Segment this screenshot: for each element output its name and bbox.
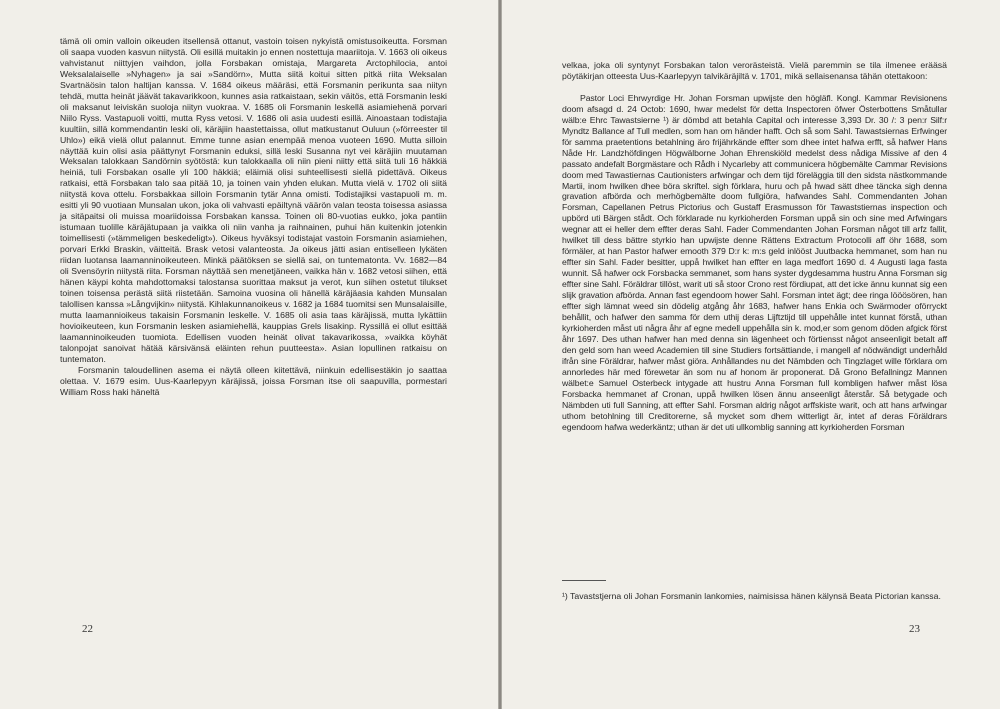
- right-page-text: [562, 60, 947, 432]
- right-page-number: 23: [909, 623, 920, 635]
- right-page: [502, 0, 1000, 709]
- footnote: ¹) Tavaststjerna oli Johan Forsmanin lankomies, naimisissa hänen kälynsä Beata Pictorian kanssa.: [562, 591, 941, 601]
- footnote-divider: [562, 580, 606, 581]
- left-page-text: [60, 36, 447, 397]
- right-intro-paragraph: velkaa, joka oli syntynyt Forsbakan talon verorästeistä. Vielä paremmin se tila ilmenee erääsä pöytäkirjan otteesta Uus-Kaarlepyyn talvikäräjiltä v. 1701, mikä sellaisenansa tähän otettakoon:: [562, 60, 947, 81]
- left-paragraph-2: Forsmanin taloudellinen asema ei näytä olleen kiitettävä, niinkuin edellisestäkin jo saattaa olettaa. V. 1679 esim. Uus-Kaarlepyyn käräjissä, joissa Forsman itse oli saapuvilla, pormestari William Ross haki häneltä: [60, 364, 447, 397]
- court-record-quote: Pastor Loci Ehrwyrdige Hr. Johan Forsman upwijste den högläfl. Kongl. Kammar Revisionens doom afsagd d. 24 Octob: 1690, hwar medelst för detta Inspectoren öfwer Österbottens Småtullar wälb:e Ehrc Tawastsierne ¹) är dömbd att betahla Capital och interesse 3,393 Dr. 30 /: 3 pen:r Silf:r Myndtz Ballance af Tull medlen, som han om händer hafft. Och så som Sahl. Tawastsiernas Erfwinger för samma praetentions betahlning äro frijährkände effter som dhee intet hafwa erfft, så hafwer Hans Nåde Hr. Landzhöfdingen Högwälborne Johan Ehrenskiöld medelst dess nådiga Missive af den 4 passato andefalt Borgmästare och Rådh i Nycarleby att communicera högbemälte Cammar Revisions doom med Tawastiernas Cautionisters arfwingar och dem tijd föreläggia till den sidsta nästkommande Martii, inom hwilken dhee böra skriftel. sigh förklara, huru och på hwad sätt dhee täncka sigh denna gravation afbörda och merhögbemälte doom fullgiöra, hafwandes Sahl. Commendanten Johan Forsman, Capellanen Petrus Pictorius och Gustaff Erasmusson för Tawaststiernas inspection och upbörd uti Bärgen stådt. Och förklarade nu kyrkioherden Forsman uppå sin och sine med Arfwingars wegnar att ei heller dem effter deras Sahl. Fader Commendanten Johan Forsman något till arfz fallit, hwilket till dess bättre styrkio han upwijste denne Rättens Extractum Protocolli aff öhr 1688, som förmäler, at han Pastor hafwer emooth 379 D:r k: m:s geld inlööst Juutbacka hemmanet, som han nu effter sin Sahl. Fader besitter, uppå hwilket han effter en laga medfort 1690 d. 4 Augusti laga fasta wunnit. Så hafwer ock Forsbacka semmanet, som hans syster dygdesamma hustru Anna Forsman sig effter sine Sahl. Föräldrar tillöst, warit uti så stoor Crono rest fördiupat, att det icke ännu kunnat sig een slijk gravation afbörda. Annan fast egendoom hower Sahl. Forsman intet ägt; dee ringa lööösören, han effter sigh lämnat weed sin dödelig atgång åhr 1683, hafwer hans Enkia och Swärmoder oförryckt behållit, och hafwer den samma för dem uthij deras Lijftztijd till uppehålle intet kunnat förstå, uthan kyrkioherden måst uti några åhr af egne medell uppehålla sin k. mod,er som genom döden afgick först åhr 1697. Des uthan hafwer han med denna sin lägenheet och förtiensst något anseenligit betalt aff den geld som han weed Academien till sine Studiers fortsättiande, i mangell af nödwändigt underhåld ifrån sine Föräldrar, hafwer måst giöra. Anhållandes nu det Nämbden och Tingzlaget wille förklara om annorledes här med förewetar än som nu af honom är proponerat. Då Grono Befallningz Mannen wälbet:e Samuel Osterbeck intygade att hustru Anna Forsman full kombligen hafwer måst lösa Forsbacka hemmanet af Cronan, uppå hwilken lösen ännu anseenligt återstår. Så betygade och Nämbden uti full Sanning, att effter Sahl. Forsman aldrig något arffskiste warit, och att hans arfwingar uthom betohlning till Creditorerne, så mycket som dhem witterligt är, intet af deras Föräldrars egendoom hafwa wederkäntz; uthan är det uti ullkomblig sanning att kyrkioherden Forsman: [562, 92, 947, 432]
- left-page-number: 22: [82, 623, 93, 635]
- left-paragraph-1: tämä oli omin valloin oikeuden itsellensä ottanut, vastoin toisen nykyistä omistusoikeutta. Forsman oli saapa vuoden kasvun niitystä. Oli esillä muitakin jo ennen nostettuja maariitoja. V. 1663 oli oikeus vahvistanut niittyjen vaihdon, jolla Forsbakan omistaja, Margareta Arctophilocia, antoi Weksalalaiselle »Nyhagen» ja sai »Sandörn», Mutta siitä koitui sitten pitkä riita Weksalan Svartnäösin talon haltijan kanssa. V. 1684 oikeus määräsi, että Forsmanin perikunta saa niityn tehdä, mutta heinät jäävät takavarikkoon, kunnes asia ratkaistaan, sekin väitös, että Forsmanin leski oli maksanut leiviskän suoloja niityn vuokraa. V. 1685 oli Forsmanin leskellä asiamiehenä porvari Niilo Ryss. Vastapuoli voitti, mutta Ryss vetosi. V. 1686 oli asia uudesti esillä. Ainoastaan todistajia kuultiin, sillä kommendantin leski oli, käräjiin haastettaissa, ollut matkustanut Ouluun (»förreester til Uhlo») eikä vielä ollut palannut. Emme tunne asian enempää menoa vuoteen 1690. Mutta silloin näyttää kuin olisi asia päättynyt Forsmanin eduksi, sillä leski Susanna nyt vei käräjiin muutaman Weksalan talokkaan Sandörnin syötöstä: kun talokkaalla oli niin pieni niitty että siitä tuli 16 häkkiä heiniä, tuli Forsbakan osalle yli 100 häkkiä; eläimiä olisi suhteellisesti siellä pidettävä. Oikeus ratkaisi, että Forsbakan talo saa pitää 10, ja toinen vain yhden elukan. Mutta vielä v. 1702 oli siitä niitystä kova ottelu. Forsbakkaa silloin Forsmanin tytär Anna omisti. Todistajiksi vastapuoli m. m. esitti yli 90 vuotiaan Munsalan ukon, joka oli vahvasti epäiltynä väärön valan teosta toisessa asiassa ja sitäpaitsi oli muissa moariidoissa Forsbakan kanssa. Toinen oli 80-vuotias eukko, joka pantiin istumaan tuolille käräjätupaan ja vaikka oli niin vanha ja raihnainen, puhui hän kuitenkin jotenkin toimellisesti (»tämmeligen beskedeligt»). Oikeus hyväksyi todistajat vastoin Forsmanin asiamiehen, porvari Erkki Braskin, väitteitä. Brask vetosi valanteosta. Ja oikeus jätti asian entiselleen lykäten riidan luotansa laamanninoikeuteen. Minkä päätöksen se siellä sai, on tuntematonta. Vv. 1682—84 oli Svensöyrin niitystä riita. Forsman näyttää sen menetjäneen, vaikka hän v. 1682 vetosi siihen, että hänen käypi kohta mahdottomaksi talostansa suorittaa maksut ja verot, kun siihen ostetut tilukset toinen toisensa perästä siitä riistetään. Samoina vuosina oli hänellä käräjäasia kahden Munsalan talollisen kanssa »Långvijkin» niitystä. Kihlakunnanoikeus v. 1682 ja 1684 tuomitsi sen Munsalaisille, mutta laamannioikeus takaisin Forsmanin leskelle. V. 1685 oli asia taas käräjissä, mutta lykättiin hovioikeuteen, kun Forsmanin lesken asiamiehellä, kauppias Grels Iisakinp. Ryssillä ei ollut esittää laamanninoikeuden tuomiota. Edellisen vuoden heinät olivat takavarikossa, »vaikka köyhät talonpojat sanoivat hätää kärsivänsä eläinten rehun puutteesta». Asian lopullinen ratkaisu on tuntematon.: [60, 36, 447, 364]
- left-page: [0, 0, 498, 709]
